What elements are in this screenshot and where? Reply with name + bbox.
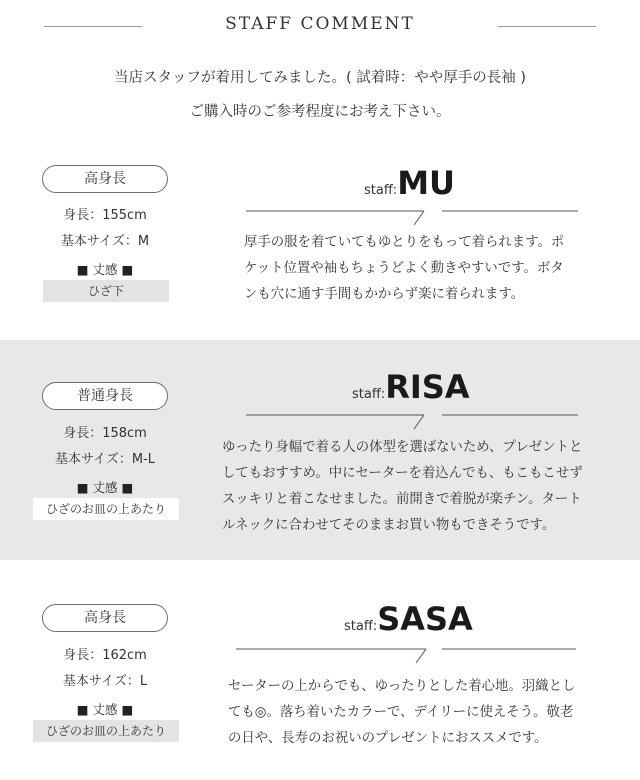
staff-comment (222, 435, 583, 539)
staff-base-size: 基本サイズ：M-L (54, 452, 156, 467)
staff-height: 身長：155cm (63, 208, 147, 223)
page-title: STAFF COMMENT (225, 14, 415, 34)
length-value: ひざ下 (43, 280, 169, 302)
height-category-badge: 高身長 (42, 604, 168, 632)
intro-text-line1: 当店スタッフが着用してみました。( 試着時：やや厚手の長袖 ) (113, 70, 527, 86)
speech-divider (246, 210, 578, 224)
staff-section-risa (0, 340, 640, 560)
staff-label: staff: (364, 183, 398, 198)
staff-name: RISA (385, 368, 470, 406)
staff-comment (228, 674, 575, 752)
staff-name-heading (344, 600, 473, 638)
comment-line: ケット位置や袖もちょうどよく動きやすいです。ボタ (244, 261, 564, 276)
comment-line: してもおすすめ。中にセーターを着込んでも、もこもこせず (222, 466, 583, 481)
comment-line: ンも穴に通す手間もかからず楽に着られます。 (244, 287, 525, 302)
comment-line: の日や、長寿のお祝いのプレゼントにおススメです。 (228, 731, 548, 746)
staff-comment-header (0, 0, 640, 150)
length-label: ■ 丈感 ■ (76, 702, 134, 717)
comment-line: ルネックに合わせてそのままお買い物もできそうです。 (222, 518, 556, 533)
staff-section-sasa (0, 560, 640, 780)
staff-section-mu (0, 150, 640, 340)
length-label: ■ 丈感 ■ (76, 480, 134, 495)
staff-name-heading (352, 368, 470, 406)
staff-name: MU (397, 164, 456, 202)
staff-name: SASA (377, 600, 473, 638)
staff-label: staff: (344, 619, 378, 634)
speech-divider (236, 648, 576, 662)
length-label: ■ 丈感 ■ (76, 262, 134, 277)
comment-line: ゆったり身幅で着る人の体型を選ばないため、プレゼントと (222, 440, 583, 455)
comment-line: スッキリと着こなせました。前開きで着脱が楽チン。タート (222, 492, 582, 507)
comment-line: 厚手の服を着ていてもゆとりをもって着られます。ポ (244, 235, 565, 250)
length-value: ひざのお皿の上あたり (33, 498, 179, 520)
staff-base-size: 基本サイズ：L (62, 674, 148, 689)
intro-text-line2: ご購入時のご参考程度にお考え下さい。 (189, 104, 451, 120)
length-value: ひざのお皿の上あたり (33, 720, 179, 742)
staff-height: 身長：158cm (63, 426, 147, 441)
comment-line: ても◎。落ち着いたカラーで、デイリーに使えそう。敬老 (228, 705, 574, 720)
staff-name-heading (364, 164, 455, 202)
speech-divider (246, 414, 578, 428)
height-category-badge: 高身長 (42, 165, 168, 193)
comment-line: セーターの上からでも、ゆったりとした着心地。羽織とし (228, 679, 576, 694)
staff-base-size: 基本サイズ：M (60, 234, 150, 249)
header-divider-right (498, 26, 596, 27)
staff-height: 身長：162cm (63, 648, 147, 663)
staff-label: staff: (352, 387, 386, 402)
staff-comment (244, 230, 564, 308)
height-category-badge: 普通身長 (42, 382, 168, 410)
